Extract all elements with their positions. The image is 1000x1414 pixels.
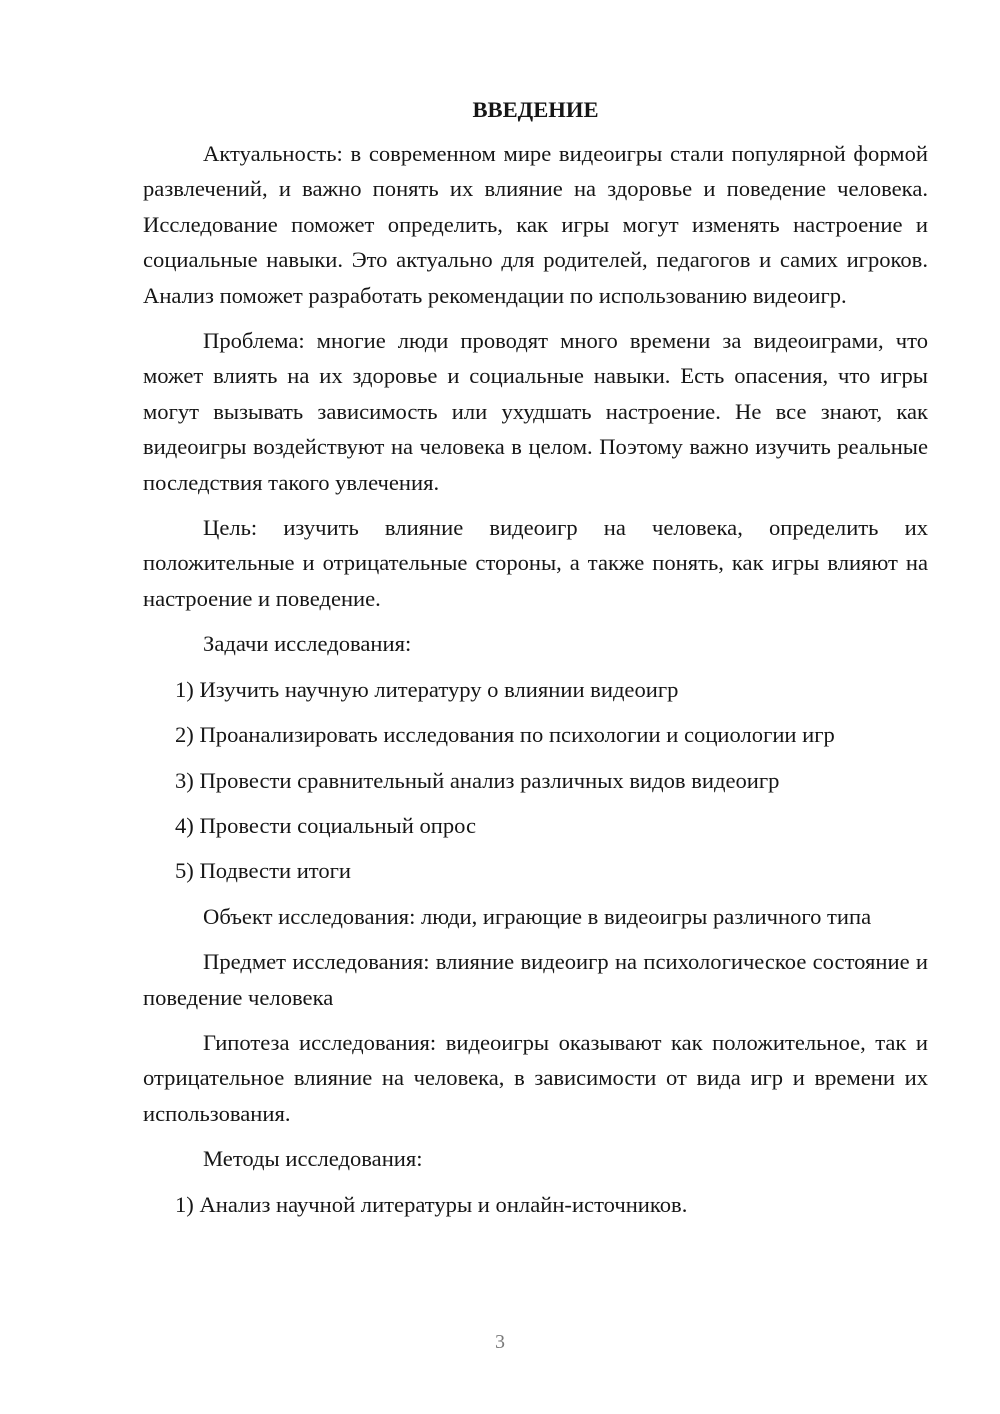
- object-paragraph: Объект исследования: люди, играющие в видеоигры различного типа: [203, 903, 872, 929]
- methods-heading: Методы исследования:: [203, 1146, 423, 1172]
- list-item: 4) Провести социальный опрос: [175, 812, 477, 838]
- list-item: 5) Подвести итоги: [175, 858, 352, 884]
- tasks-heading: Задачи исследования:: [203, 631, 412, 657]
- page-number: 3: [495, 1331, 505, 1353]
- problem-paragraph: Проблема: многие люди проводят много времени за видеоиграми, что может влиять на их здоровье и социальные навыки. Есть опасения, что игры могут вызывать зависимость или ухудшать настроение. Не все знают, как видеоигры воздействуют на человека в целом. Поэтому важно изучить реальные последствия такого увлечения.: [143, 328, 928, 495]
- page-title: ВВЕДЕНИЕ: [472, 97, 599, 122]
- tasks-list: [143, 672, 928, 889]
- list-item: 1) Анализ научной литературы и онлайн-источников.: [175, 1191, 688, 1217]
- list-item: 1) Изучить научную литературу о влиянии видеоигр: [175, 676, 679, 702]
- subject-paragraph: Предмет исследования: влияние видеоигр на психологическое состояние и поведение человека: [143, 949, 928, 1010]
- list-item: 3) Провести сравнительный анализ различных видов видеоигр: [175, 767, 780, 793]
- hypothesis-paragraph: Гипотеза исследования: видеоигры оказывают как положительное, так и отрицательное влияние на человека, в зависимости от вида игр и времени их использования.: [143, 1029, 928, 1126]
- document-page: [143, 94, 928, 1222]
- goal-paragraph: Цель: изучить влияние видеоигр на человека, определить их положительные и отрицательные стороны, а также понять, как игры влияют на настроение и поведение.: [143, 515, 928, 611]
- list-item: 2) Проанализировать исследования по психологии и социологии игр: [175, 722, 835, 748]
- relevance-paragraph: Актуальность: в современном мире видеоигры стали популярной формой развлечений, и важно понять их влияние на здоровье и поведение человека. Исследование поможет определить, как игры могут изменять настроение и социальные навыки. Это актуально для родителей, педагогов и самих игроков. Анализ поможет разработать рекомендации по использованию видеоигр.: [143, 141, 928, 308]
- methods-list: [143, 1187, 928, 1222]
